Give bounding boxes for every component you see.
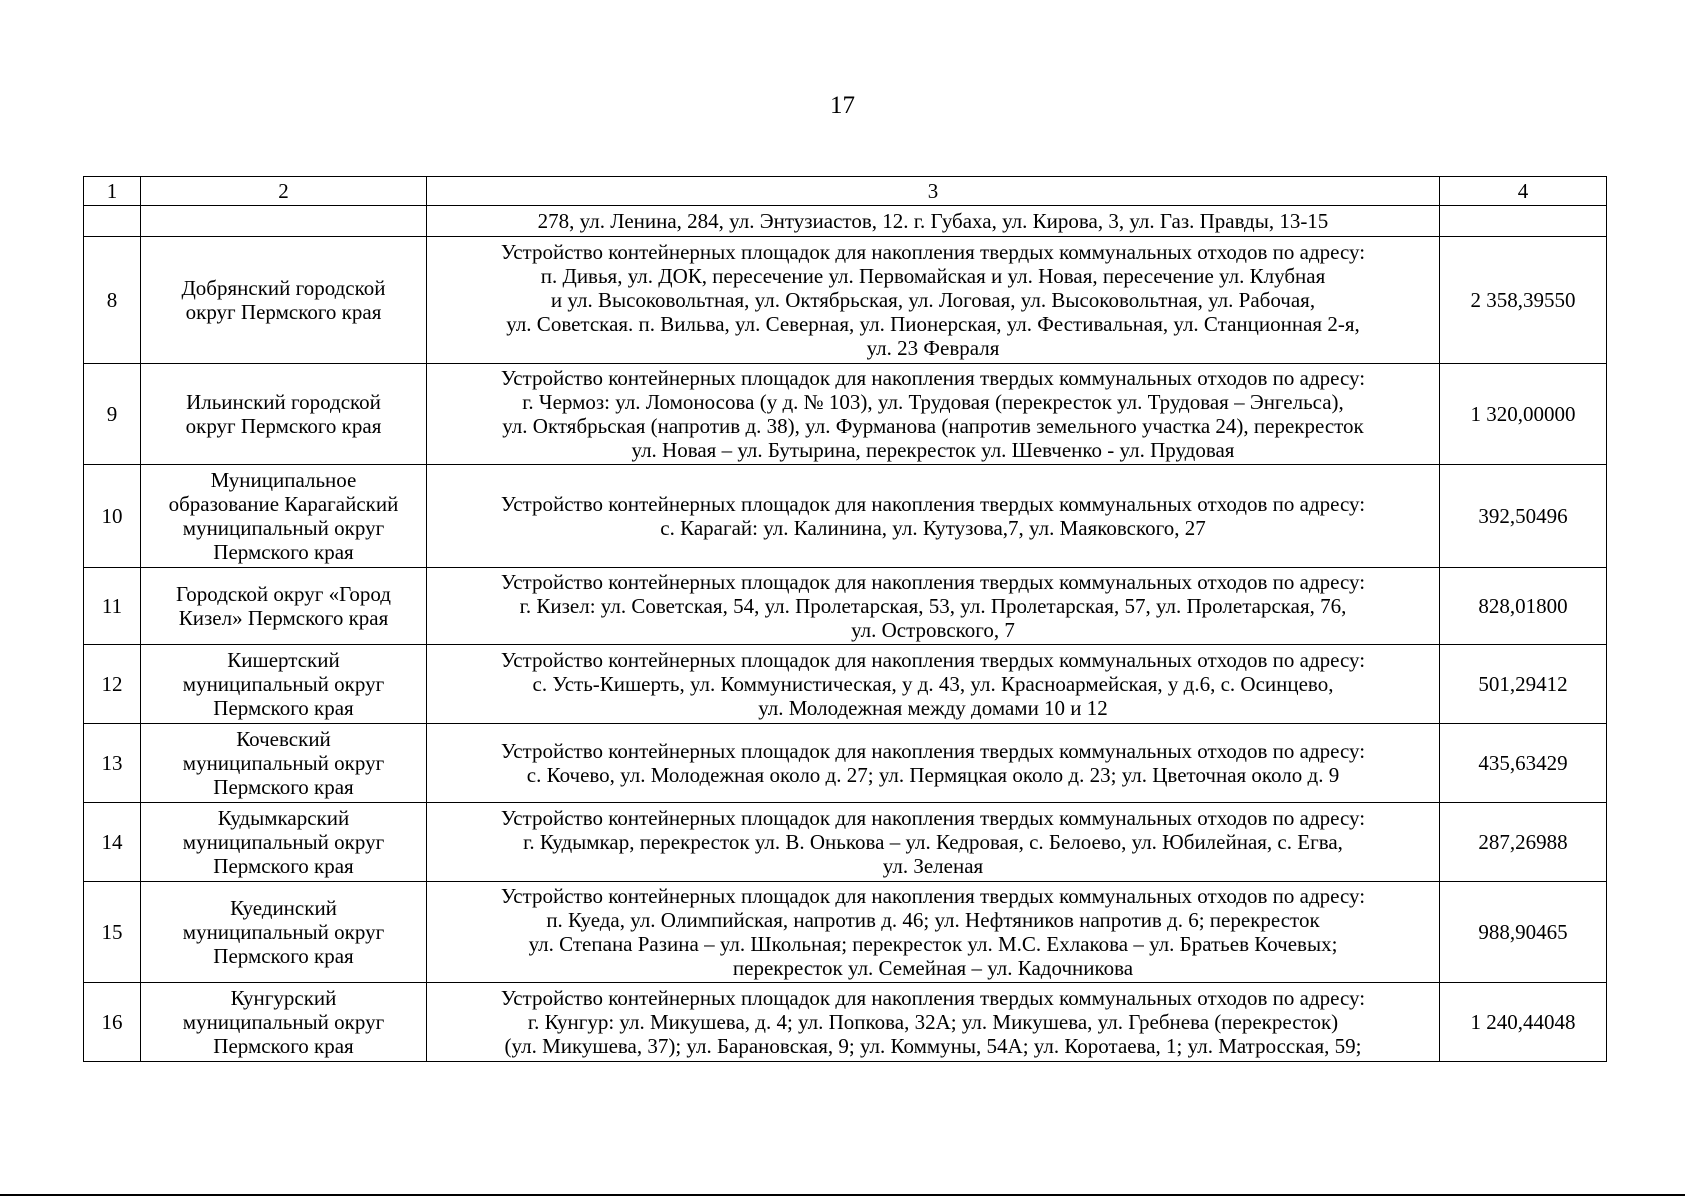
continuation-sum-cell xyxy=(1440,206,1607,237)
description-cell xyxy=(427,465,1440,568)
description-line: перекресток ул. Семейная – ул. Кадочникова xyxy=(732,956,1134,980)
header-col-3: 3 xyxy=(427,177,1440,206)
municipality-name-line: муниципальный округ xyxy=(182,516,385,540)
description-line: с. Карагай: ул. Калинина, ул. Кутузова,7, ул. Маяковского, 27 xyxy=(660,516,1206,540)
description-line: Устройство контейнерных площадок для накопления твердых коммунальных отходов по адресу: xyxy=(500,884,1366,908)
continuation-row xyxy=(84,206,1607,237)
table-row xyxy=(84,465,1607,568)
municipality-name-line: Кунгурский xyxy=(230,986,337,1010)
row-number: 12 xyxy=(84,645,141,724)
row-number: 9 xyxy=(84,364,141,465)
description-line: ул. Октябрьская (напротив д. 38), ул. Фурманова (напротив земельного участка 24), перекресток xyxy=(502,414,1364,438)
description-line: с. Усть-Кишерть, ул. Коммунистическая, у д. 43, ул. Красноармейская, у д.6, с. Осинцево, xyxy=(532,672,1334,696)
municipality-name-line: Муниципальное xyxy=(210,468,357,492)
description-line: с. Кочево, ул. Молодежная около д. 27; ул. Пермяцкая около д. 23; ул. Цветочная около д. 9 xyxy=(526,763,1340,787)
municipality-name-cell xyxy=(141,568,427,645)
municipality-name-line: Куединский xyxy=(230,896,337,920)
continuation-desc: 278, ул. Ленина, 284, ул. Энтузиастов, 12. г. Губаха, ул. Кирова, 3, ул. Газ. Правды, 13-15 xyxy=(427,206,1440,237)
municipality-name-cell xyxy=(141,645,427,724)
description-line: ул. Новая – ул. Бутырина, перекресток ул. Шевченко - ул. Прудовая xyxy=(631,438,1235,462)
municipality-name-cell xyxy=(141,364,427,465)
description-cell xyxy=(427,237,1440,364)
table-row xyxy=(84,724,1607,803)
municipality-name-cell xyxy=(141,803,427,882)
municipality-name-line: Кишертский xyxy=(227,648,340,672)
municipality-name-line: Пермского края xyxy=(213,854,354,878)
description-cell xyxy=(427,803,1440,882)
municipality-name-line: Кудымкарский xyxy=(217,806,350,830)
table-row xyxy=(84,882,1607,983)
municipality-name-cell xyxy=(141,882,427,983)
municipality-name-cell xyxy=(141,724,427,803)
header-col-4: 4 xyxy=(1440,177,1607,206)
description-line: Устройство контейнерных площадок для накопления твердых коммунальных отходов по адресу: xyxy=(500,366,1366,390)
municipality-name-cell xyxy=(141,983,427,1062)
row-number: 15 xyxy=(84,882,141,983)
municipality-name-line: муниципальный округ xyxy=(182,672,385,696)
municipality-name-line: муниципальный округ xyxy=(182,1010,385,1034)
amount-cell: 1 240,44048 xyxy=(1440,983,1607,1062)
row-number: 16 xyxy=(84,983,141,1062)
table-row xyxy=(84,364,1607,465)
amount-cell: 435,63429 xyxy=(1440,724,1607,803)
municipality-name-line: Пермского края xyxy=(213,944,354,968)
amount-cell: 988,90465 xyxy=(1440,882,1607,983)
description-line: ул. Степана Разина – ул. Школьная; перекресток ул. М.С. Ехлакова – ул. Братьев Кочевых; xyxy=(528,932,1338,956)
municipality-name-line: Кизел» Пермского края xyxy=(178,606,389,630)
municipality-name-line: Пермского края xyxy=(213,696,354,720)
municipality-name-line: образование Карагайский xyxy=(168,492,399,516)
municipality-name-line: округ Пермского края xyxy=(185,300,382,324)
description-line: г. Кизел: ул. Советская, 54, ул. Пролетарская, 53, ул. Пролетарская, 57, ул. Пролетарская, 76, xyxy=(519,594,1347,618)
municipality-name-line: муниципальный округ xyxy=(182,830,385,854)
amount-cell: 1 320,00000 xyxy=(1440,364,1607,465)
row-number: 11 xyxy=(84,568,141,645)
description-line: Устройство контейнерных площадок для накопления твердых коммунальных отходов по адресу: xyxy=(500,648,1366,672)
municipality-name-line: округ Пермского края xyxy=(185,414,382,438)
funding-table xyxy=(83,176,1607,1062)
page-number: 17 xyxy=(830,92,855,119)
description-line: (ул. Микушева, 37); ул. Барановская, 9; ул. Коммуны, 54А; ул. Коротаева, 1; ул. Матросская, 59; xyxy=(504,1034,1362,1058)
description-line: Устройство контейнерных площадок для накопления твердых коммунальных отходов по адресу: xyxy=(500,240,1366,264)
description-line: ул. Зеленая xyxy=(882,854,984,878)
description-line: ул. Островского, 7 xyxy=(851,618,1015,642)
municipality-name-line: муниципальный округ xyxy=(182,920,385,944)
header-row xyxy=(84,177,1607,206)
continuation-num-cell xyxy=(84,206,141,237)
description-line: и ул. Высоковольтная, ул. Октябрьская, ул. Логовая, ул. Высоковольтная, ул. Рабочая, xyxy=(550,288,1316,312)
table-body xyxy=(84,206,1607,1062)
description-line: п. Дивья, ул. ДОК, пересечение ул. Первомайская и ул. Новая, пересечение ул. Клубная xyxy=(540,264,1326,288)
description-cell xyxy=(427,364,1440,465)
description-cell xyxy=(427,882,1440,983)
row-number: 14 xyxy=(84,803,141,882)
municipality-name-line: Пермского края xyxy=(213,775,354,799)
municipality-name-line: Пермского края xyxy=(213,1034,354,1058)
page-bottom-rule xyxy=(0,1194,1685,1196)
continuation-name-cell xyxy=(141,206,427,237)
amount-cell: 828,01800 xyxy=(1440,568,1607,645)
description-line: г. Кунгур: ул. Микушева, д. 4; ул. Попкова, 32А; ул. Микушева, ул. Гребнева (перекресток) xyxy=(527,1010,1339,1034)
amount-cell: 287,26988 xyxy=(1440,803,1607,882)
header-col-1: 1 xyxy=(84,177,141,206)
municipality-name-line: Пермского края xyxy=(213,540,354,564)
municipality-name-line: Городской округ «Город xyxy=(176,582,391,606)
row-number: 13 xyxy=(84,724,141,803)
description-line: Устройство контейнерных площадок для накопления твердых коммунальных отходов по адресу: xyxy=(500,739,1366,763)
description-line: ул. Советская. п. Вильва, ул. Северная, ул. Пионерская, ул. Фестивальная, ул. Станционная 2-я, xyxy=(506,312,1360,336)
description-line: г. Кудымкар, перекресток ул. В. Онькова – ул. Кедровая, с. Белоево, ул. Юбилейная, с. Егва, xyxy=(523,830,1343,854)
table-row xyxy=(84,237,1607,364)
table-row xyxy=(84,983,1607,1062)
municipality-name-cell xyxy=(141,237,427,364)
row-number: 10 xyxy=(84,465,141,568)
municipality-name-cell xyxy=(141,465,427,568)
description-line: Устройство контейнерных площадок для накопления твердых коммунальных отходов по адресу: xyxy=(500,806,1366,830)
municipality-name-line: Кочевский xyxy=(236,727,331,751)
row-number: 8 xyxy=(84,237,141,364)
table-row xyxy=(84,568,1607,645)
description-line: п. Куеда, ул. Олимпийская, напротив д. 46; ул. Нефтяников напротив д. 6; перекресток xyxy=(546,908,1320,932)
description-line: ул. Молодежная между домами 10 и 12 xyxy=(758,696,1108,720)
municipality-name-line: муниципальный округ xyxy=(182,751,385,775)
description-line: ул. 23 Февраля xyxy=(866,336,1000,360)
description-line: г. Чермоз: ул. Ломоносова (у д. № 103), ул. Трудовая (перекресток ул. Трудовая – Энгельса), xyxy=(522,390,1344,414)
amount-cell: 392,50496 xyxy=(1440,465,1607,568)
description-line: Устройство контейнерных площадок для накопления твердых коммунальных отходов по адресу: xyxy=(500,492,1366,516)
description-line: Устройство контейнерных площадок для накопления твердых коммунальных отходов по адресу: xyxy=(500,986,1366,1010)
description-line: Устройство контейнерных площадок для накопления твердых коммунальных отходов по адресу: xyxy=(500,570,1366,594)
description-cell xyxy=(427,983,1440,1062)
municipality-name-line: Добрянский городской xyxy=(181,276,386,300)
table-row xyxy=(84,803,1607,882)
municipality-name-line: Ильинский городской xyxy=(186,390,381,414)
description-cell xyxy=(427,568,1440,645)
description-cell xyxy=(427,724,1440,803)
description-cell xyxy=(427,645,1440,724)
amount-cell: 2 358,39550 xyxy=(1440,237,1607,364)
amount-cell: 501,29412 xyxy=(1440,645,1607,724)
table-row xyxy=(84,645,1607,724)
header-col-2: 2 xyxy=(141,177,427,206)
